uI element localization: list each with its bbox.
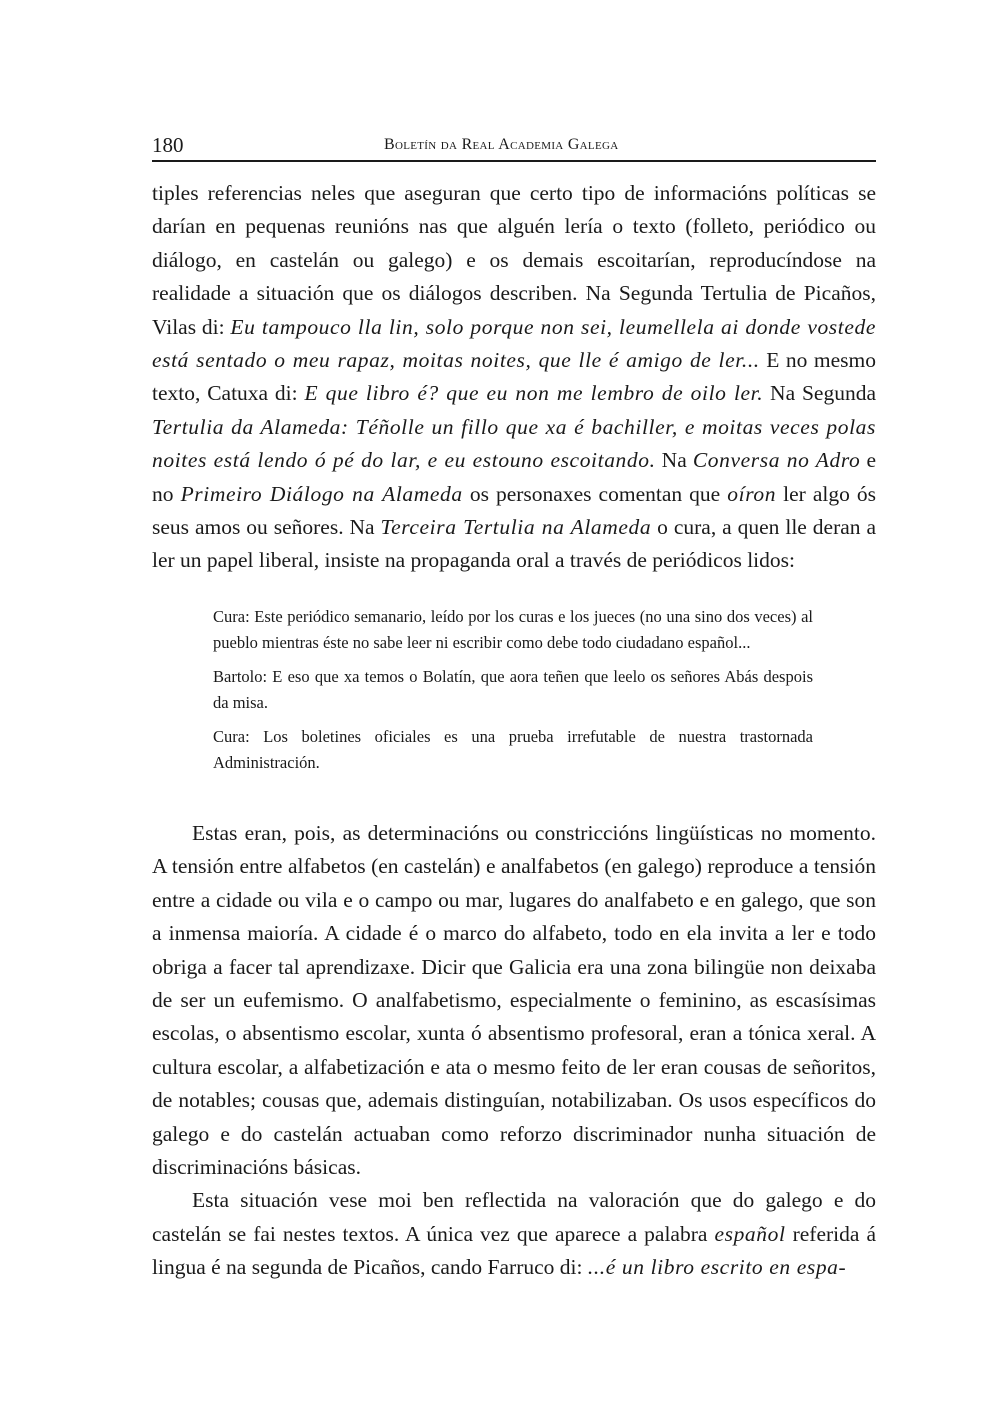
- running-title: Boletín da Real Academia Galega: [384, 136, 619, 153]
- text-span: E no mesmo texto, Catuxa di:: [152, 348, 876, 406]
- work-title: Conversa no Adro: [692, 448, 861, 473]
- emphasis-span: oíron: [727, 481, 777, 506]
- quote-span: E que libro é? que eu non me lembro de oilo ler.: [304, 381, 764, 406]
- quote-span: Eu tampouco lla lin, solo porque non sei, leumellela ai donde vostede está sentado o meu rapaz, moitas noites, que lle é amigo de ler...: [152, 314, 876, 373]
- paragraph-1: [152, 177, 876, 578]
- text-span: Na Segunda: [763, 381, 876, 406]
- text-span: tiples referencias neles que aseguran que certo tipo de informacións políticas se darían en pequenas reunións nas que alguén lería o texto (folleto, periódico ou diálogo, en castelán ou galego) e os demais escoitarían, reproducíndose na realidade a situación que os diálogos describen. Na Segunda Tertulia de Picaños, Vilas di:: [152, 181, 876, 339]
- quote-line-bartolo: Bartolo: E eso que xa temos o Bolatín, que aora teñen que leelo os señores Abás despois da misa.: [213, 667, 813, 712]
- quote-span: ...é un libro escrito en espa-: [587, 1255, 847, 1280]
- work-title: Primeiro Diálogo na Alameda: [180, 481, 463, 506]
- running-header: [152, 130, 876, 162]
- text-span: Esta situación vese moi ben reflectida na valoración que do galego e do castelán se fai nestes textos. A única vez que aparece a palabra: [152, 1188, 876, 1246]
- text-span: Na: [655, 448, 693, 473]
- quote-span: Tertulia da Alameda: Téñolle un fillo que xa é bachiller, e moitas veces polas noites está lendo ó pé do lar, e eu estouno escoitando.: [152, 414, 876, 473]
- quote-line-cura-1: Cura: Este periódico semanario, leído por los curas e los jueces (no una sino dos veces) al pueblo mientras éste no sabe leer ni escribir como debe todo ciudadano español...: [213, 607, 813, 652]
- page-number: 180: [152, 133, 184, 157]
- paragraph-group: [152, 817, 876, 1285]
- text-span: ler algo ós seus amos ou señores. Na: [152, 481, 877, 540]
- block-quote: [213, 604, 813, 784]
- paragraph-3: [152, 1184, 876, 1284]
- work-title: Terceira Tertulia na Alameda: [380, 515, 652, 540]
- text-span: os personaxes comentan que: [462, 481, 728, 506]
- emphasis-span: español: [714, 1221, 786, 1246]
- quote-line-cura-2: Cura: Los boletines oficiales es una prueba irrefutable de nuestra trastornada Administración.: [213, 727, 813, 772]
- text-span: referida á lingua é na segunda de Picaños, cando Farruco di:: [152, 1221, 876, 1280]
- text-span: e no: [152, 448, 876, 506]
- paragraph-2: Estas eran, pois, as determinacións ou constriccións lingüísticas no momento. A tensión entre alfabetos (en castelán) e analfabetos (en galego) reproduce a tensión entre a cidade ou vila e o campo ou mar, lugares do analfabeto e en galego, que son a inmensa maioría. A cidade é o marco do alfabeto, todo en ela invita a ler e todo obriga a facer tal aprendizaxe. Dicir que Galicia era una zona bilingüe non deixaba de ser un eufemismo. O analfabetismo, especialmente o feminino, as escasísimas escolas, o absentismo escolar, xunta ó absentismo profesoral, eran a tónica xeral. A cultura escolar, a alfabetización e ata o mesmo feito de ler eran cousas de señoritos, de notables; cousas que, ademais distinguían, notabilizaban. Os usos específicos do galego e do castelán actuaban como reforzo discriminador nunha situación de discriminacións básicas.: [152, 821, 876, 1180]
- text-span: o cura, a quen lle deran a ler un papel liberal, insiste na propaganda oral a través de periódicos lidos:: [152, 515, 877, 573]
